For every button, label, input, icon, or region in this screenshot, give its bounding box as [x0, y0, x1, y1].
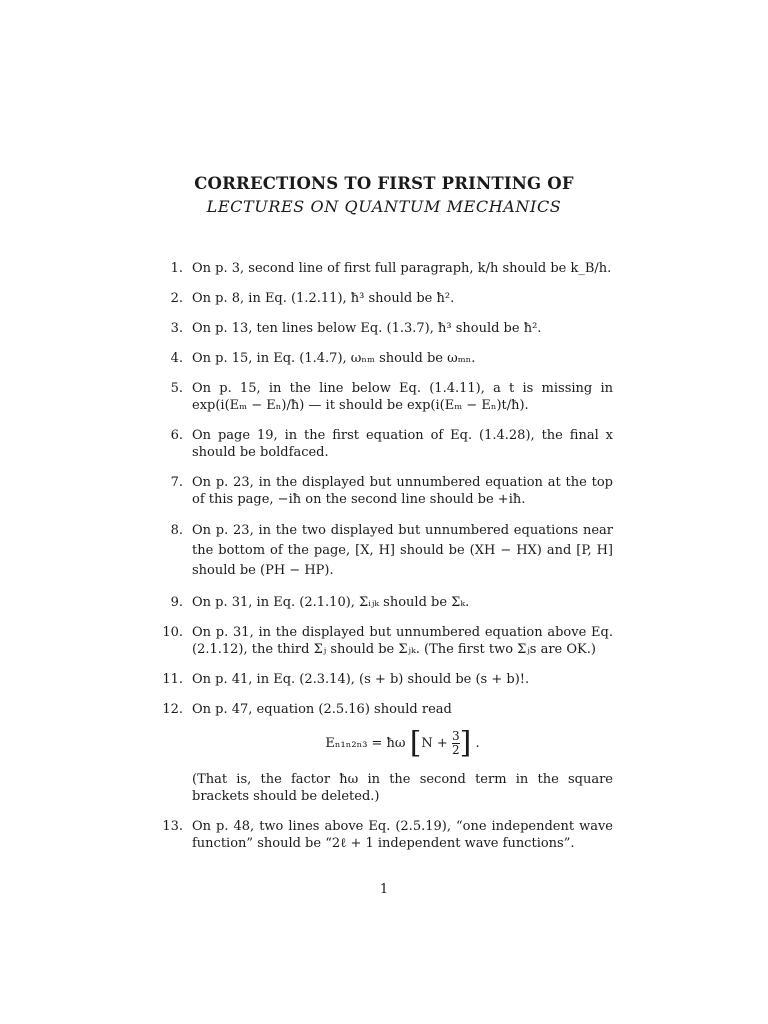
list-item: [163, 521, 613, 581]
item-number: 12.: [162, 702, 183, 717]
list-item: [163, 818, 613, 852]
item-text: On p. 23, in the two displayed but unnumbered equations near the bottom of the page, [X, H] should be (XH − HX) and [P, H] should be (PH − HP).: [192, 523, 613, 578]
corrections-list: [163, 260, 613, 865]
list-item: [163, 427, 613, 461]
list-item: [163, 290, 613, 307]
item-number: 2.: [170, 291, 183, 306]
list-item: [163, 671, 613, 688]
item-text: On p. 41, in Eq. (2.3.14), (s + b) should be (s + b)!.: [192, 672, 530, 687]
item-number: 6.: [170, 428, 183, 443]
document-title: CORRECTIONS TO FIRST PRINTING OF: [194, 174, 574, 193]
item-number: 13.: [162, 819, 183, 834]
item-note: (That is, the factor ħω in the second term in the square brackets should be deleted.): [192, 772, 613, 804]
item-text: On p. 31, in Eq. (2.1.10), Σᵢⱼₖ should be Σₖ.: [192, 595, 470, 610]
item-number: 3.: [170, 321, 183, 336]
list-item: [163, 380, 613, 414]
item-number: 1.: [170, 261, 183, 276]
item-text: On p. 31, in the displayed but unnumbered equation above Eq. (2.1.12), the third Σⱼ should be Σⱼₖ. (The first two Σⱼs are OK.): [192, 625, 613, 657]
item-number: 11.: [162, 672, 183, 687]
list-item: [163, 701, 613, 805]
fraction-numerator: 3: [451, 729, 460, 743]
item-number: 8.: [170, 523, 183, 538]
list-item: [163, 320, 613, 337]
item-text: On p. 3, second line of first full paragraph, k/h should be k_B/h.: [192, 261, 612, 276]
item-number: 9.: [170, 595, 183, 610]
list-item: [163, 474, 613, 508]
page-number: 1: [379, 882, 389, 897]
item-text: On p. 23, in the displayed but unnumbered equation at the top of this page, −iħ on the second line should be +iħ.: [192, 475, 613, 507]
list-item: [163, 594, 613, 611]
item-text: On p. 15, in Eq. (1.4.7), ωₙₘ should be ωₘₙ.: [192, 351, 476, 366]
document-subtitle: LECTURES ON QUANTUM MECHANICS: [206, 197, 562, 216]
fraction: [452, 730, 460, 757]
item-number: 4.: [170, 351, 183, 366]
item-text: On p. 48, two lines above Eq. (2.5.19), “one independent wave function” should be “2ℓ + 1 independent wave functions”.: [192, 819, 613, 851]
item-text: On p. 8, in Eq. (1.2.11), ħ³ should be ħ².: [192, 291, 455, 306]
item-number: 5.: [170, 381, 183, 396]
item-text: On page 19, in the first equation of Eq. (1.4.28), the final x should be boldfaced.: [192, 428, 613, 460]
fraction-denominator: 2: [451, 743, 460, 757]
equation-inner: N +: [421, 736, 448, 751]
item-number: 10.: [162, 625, 183, 640]
item-text: On p. 15, in the line below Eq. (1.4.11), a t is missing in exp(i(Eₘ − Eₙ)/ħ) — it should be exp(i(Eₘ − Eₙ)t/ħ).: [192, 381, 613, 413]
item-text: On p. 47, equation (2.5.16) should read: [192, 702, 452, 717]
right-bracket: ]: [459, 725, 472, 761]
list-item: [163, 624, 613, 658]
left-bracket: [: [409, 725, 422, 761]
equation-tail: .: [475, 736, 480, 751]
list-item: [163, 350, 613, 367]
item-number: 7.: [170, 475, 183, 490]
item-text: On p. 13, ten lines below Eq. (1.3.7), ħ³ should be ħ².: [192, 321, 542, 336]
display-equation: [192, 725, 613, 761]
list-item: [163, 260, 613, 277]
equation-lhs: Eₙ₁ₙ₂ₙ₃ = ħω: [325, 736, 406, 751]
